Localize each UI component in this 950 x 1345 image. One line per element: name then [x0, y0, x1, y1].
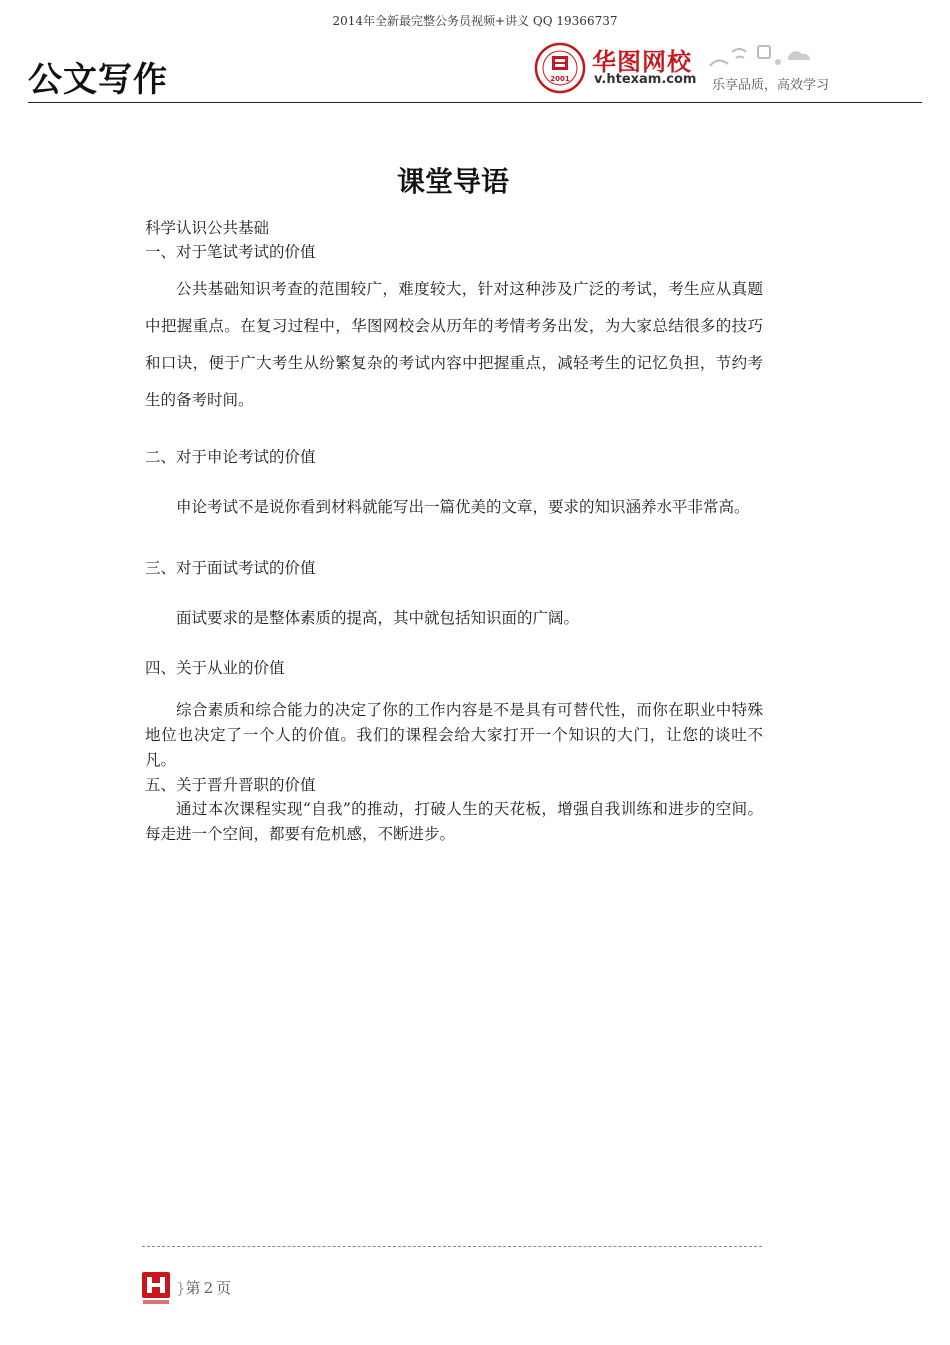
page-prefix: 第 [185, 1279, 201, 1297]
document-body [145, 216, 763, 847]
intro-heading: 科学认识公共基础 [145, 219, 270, 237]
decorative-icons [702, 40, 822, 74]
header-divider [28, 102, 922, 103]
section-heading-2: 二、对于申论考试的价值 [145, 448, 316, 466]
doc-title: 课堂导语 [396, 165, 509, 198]
brand-name: 华图网校 [592, 48, 692, 76]
huatu-logo[interactable] [534, 40, 844, 96]
section-heading-5: 五、关于晋升晋职的价值 [145, 776, 316, 794]
seal-year: 2001 [550, 75, 570, 83]
brand-url[interactable]: v.htexam.com [594, 72, 697, 87]
top-note: 2014年全新最完整公务员视频+讲义 QQ 19366737 [332, 14, 618, 28]
page-suffix: 页 [216, 1279, 232, 1297]
page-number-label: }第 2 页 [176, 1279, 232, 1297]
header-title: 公文写作 [28, 60, 168, 100]
section-paragraph-5: 通过本次课程实现“自我”的推动，打破人生的天花板，增强自我训练和进步的空间。每走进一个空间，都要有危机感，不断进步。 [145, 800, 763, 843]
page-number: 2 [203, 1279, 214, 1297]
section-heading-4: 四、关于从业的价值 [145, 659, 285, 677]
section-paragraph-4: 综合素质和综合能力的决定了你的工作内容是不是具有可替代性，而你在职业中特殊地位也决定了一个人的价值。我们的课程会给大家打开一个知识的大门，让您的谈吐不凡。 [145, 701, 763, 769]
slogan: 乐享品质，高效学习 [712, 78, 830, 93]
section-paragraph-3: 面试要求的是整体素质的提高，其中就包括知识面的广阔。 [176, 609, 580, 627]
section-heading-1: 一、对于笔试考试的价值 [145, 243, 316, 261]
section-paragraph-2: 申论考试不是说你看到材料就能写出一篇优美的文章，要求的知识涵养水平非常高。 [176, 498, 750, 516]
footer-divider [142, 1246, 762, 1247]
seal-icon [534, 42, 586, 94]
section-heading-3: 三、对于面试考试的价值 [145, 559, 316, 577]
section-paragraph-1: 公共基础知识考查的范围较广，难度较大，针对这种涉及广泛的考试，考生应从真题中把握重点。在复习过程中，华图网校会从历年的考情考务出发，为大家总结很多的技巧和口诀，便于广大考生从纷繁复杂的考试内容中把握重点，减轻考生的记忆负担，节约考生的备考时间。 [145, 280, 763, 409]
footer-logo-icon [141, 1271, 171, 1305]
